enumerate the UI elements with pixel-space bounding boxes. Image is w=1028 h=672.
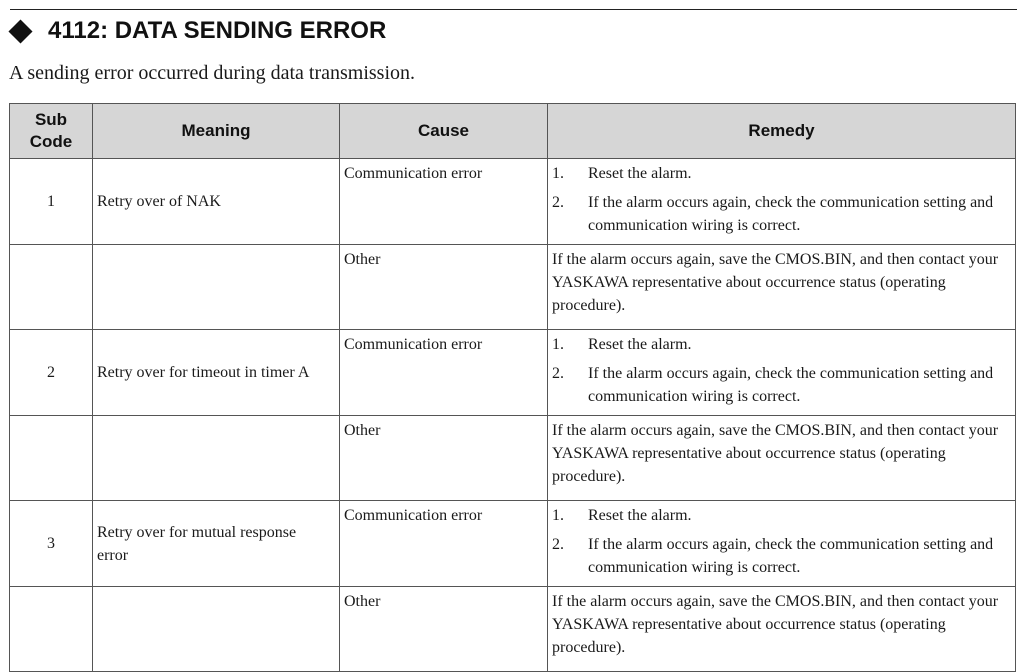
remedy-step: 1. Reset the alarm. [552, 165, 692, 182]
cause-cell: Communication error [340, 330, 548, 416]
error-table [9, 103, 1016, 672]
table-row [10, 416, 1016, 501]
page-title-text: 4112: DATA SENDING ERROR [48, 17, 387, 44]
meaning-cell: Retry over for mutual response error [93, 501, 340, 587]
remedy-cell: If the alarm occurs again, save the CMOS.BIN, and then contact your YASKAWA representative about occurrence status (operating procedure). [548, 245, 1016, 330]
meaning-cell [93, 587, 340, 672]
table-row [10, 159, 1016, 245]
meaning-cell [93, 245, 340, 330]
meaning-cell [93, 416, 340, 501]
remedy-step: 2. If the alarm occurs again, check the communication setting and communication wiring is correct. [552, 194, 994, 234]
remedy-cell [548, 501, 1016, 587]
table-row [10, 245, 1016, 330]
remedy-cell: If the alarm occurs again, save the CMOS.BIN, and then contact your YASKAWA representative about occurrence status (operating procedure). [548, 587, 1016, 672]
page-title [8, 14, 386, 48]
header-remedy: Remedy [548, 104, 1016, 159]
sub-code-cell [10, 587, 93, 672]
sub-code-cell: 2 [10, 330, 93, 416]
top-rule [10, 9, 1017, 10]
header-meaning: Meaning [93, 104, 340, 159]
cause-cell: Communication error [340, 501, 548, 587]
table-row [10, 587, 1016, 672]
cause-cell: Other [340, 587, 548, 672]
cause-cell: Other [340, 416, 548, 501]
table-row [10, 330, 1016, 416]
meaning-cell: Retry over for timeout in timer A [93, 330, 340, 416]
remedy-cell [548, 159, 1016, 245]
cause-cell: Other [340, 245, 548, 330]
sub-code-cell: 3 [10, 501, 93, 587]
meaning-cell: Retry over of NAK [93, 159, 340, 245]
remedy-step: 1. Reset the alarm. [552, 507, 692, 524]
remedy-cell [548, 330, 1016, 416]
error-description: A sending error occurred during data transmission. [9, 62, 416, 84]
header-cause: Cause [340, 104, 548, 159]
remedy-step: 1. Reset the alarm. [552, 336, 692, 353]
remedy-cell: If the alarm occurs again, save the CMOS.BIN, and then contact your YASKAWA representative about occurrence status (operating procedure). [548, 416, 1016, 501]
table-row [10, 501, 1016, 587]
cause-cell: Communication error [340, 159, 548, 245]
table-header-row [10, 104, 1016, 159]
remedy-step: 2. If the alarm occurs again, check the communication setting and communication wiring is correct. [552, 365, 994, 405]
diamond-bullet-icon [8, 19, 32, 43]
header-sub-code: Sub Code [10, 104, 93, 159]
remedy-step: 2. If the alarm occurs again, check the communication setting and communication wiring is correct. [552, 536, 994, 576]
sub-code-cell [10, 245, 93, 330]
sub-code-cell: 1 [10, 159, 93, 245]
sub-code-cell [10, 416, 93, 501]
